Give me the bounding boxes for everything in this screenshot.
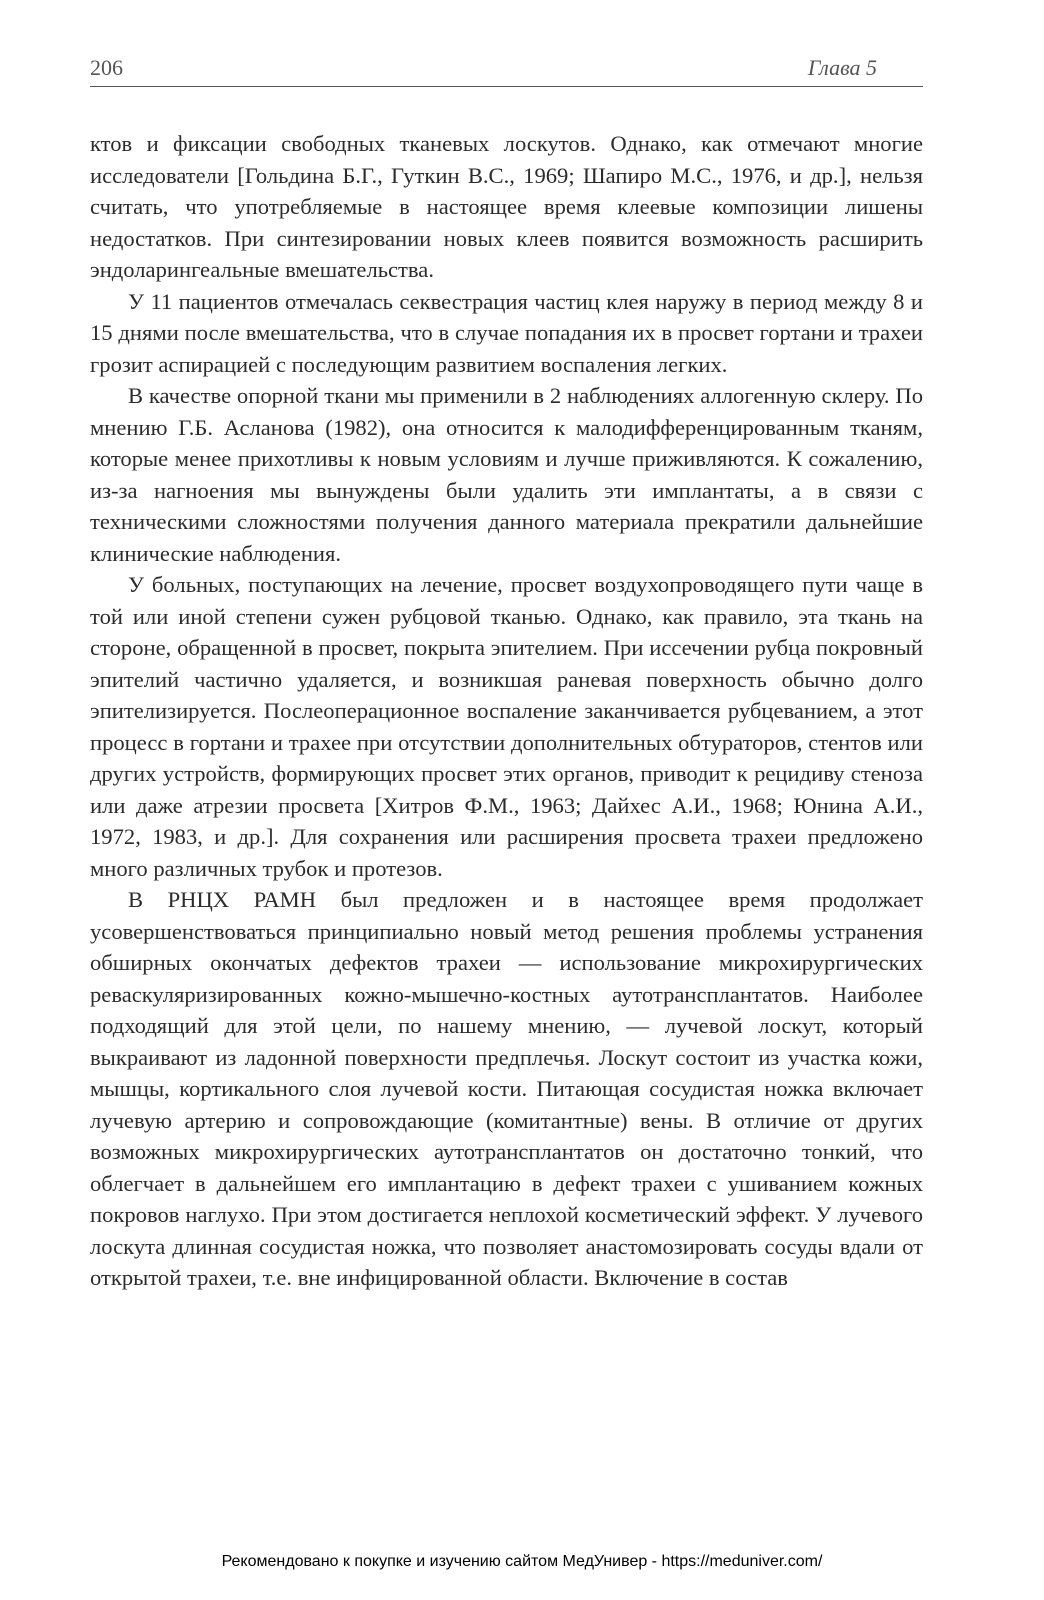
paragraph: У 11 пациентов отмечалась секвестрация частиц клея наружу в период между 8 и 15 днями после вмешательства, что в случае попадания их в просвет гортани и трахеи грозит аспирацией с последующим развитием воспаления легких. xyxy=(90,288,923,377)
page-number: 206 xyxy=(90,55,123,80)
paragraph: В РНЦХ РАМН был предложен и в настоящее время продолжает усовершенствоваться принципиально новый метод решения проблемы устранения обширных окончатых дефектов трахеи — использование микрохирургических реваскуляризированных кожно-мышечно-костных аутотрансплантатов. Наиболее подходящий для этой цели, по нашему мнению, — лучевой лоскут, который выкраивают из ладонной поверхности предплечья. Лоскут состоит из участка кожи, мышцы, кортикального слоя лучевой кости. Питающая сосудистая ножка включает лучевую артерию и сопровождающие (комитантные) вены. В отличие от других возможных микрохирургических аутотрансплантатов он достаточно тонкий, что облегчает в дальнейшем его имплантацию в дефект трахеи с ушиванием кожных покровов наглухо. При этом достигается неплохой косметический эффект. У лучевого лоскута длинная сосудистая ножка, что позволяет анастомозировать сосуды вдали от открытой трахеи, т.е. вне инфицированной области. Включение в состав xyxy=(90,887,923,1290)
chapter-title: Глава 5 xyxy=(807,55,877,80)
paragraph: В качестве опорной ткани мы применили в 2 наблюдениях аллогенную склеру. По мнению Г.Б. Асланова (1982), она относится к малодифференцированным тканям, которые менее прихотливы к новым условиям и лучше приживляются. К сожалению, из-за нагноения мы вынуждены были удалить эти имплантаты, а в связи с техническими сложностями получения данного материала прекратили дальнейшие клинические наблюдения. xyxy=(90,383,923,566)
paragraph: У больных, поступающих на лечение, просвет воздухопроводящего пути чаще в той или иной степени сужен рубцовой тканью. Однако, как правило, эта ткань на стороне, обращенной в просвет, покрыта эпителием. При иссечении рубца покровный эпителий частично удаляется, и возникшая раневая поверхность обычно долго эпителизируется. Послеоперационное воспаление заканчивается рубцеванием, а этот процесс в гортани и трахее при отсутствии дополнительных обтураторов, стентов или других устройств, формирующих просвет этих органов, приводит к рецидиву стеноза или даже атрезии просвета [Хитров Ф.М., 1963; Дайхес А.И., 1968; Юнина А.И., 1972, 1983, и др.]. Для сохранения или расширения просвета трахеи предложено много различных трубок и протезов. xyxy=(90,572,923,881)
page-header xyxy=(90,52,923,87)
page-body xyxy=(90,128,923,1294)
recommendation-footer: Рекомендовано к покупке и изучению сайтом МедУнивер - https://meduniver.com/ xyxy=(221,1553,823,1570)
paragraph: ктов и фиксации свободных тканевых лоскутов. Однако, как отмечают многие исследователи [Гольдина Б.Г., Гуткин В.С., 1969; Шапиро М.С., 1976, и др.], нельзя считать, что употребляемые в настоящее время клеевые композиции лишены недостатков. При синтезировании новых клеев появится возможность расширить эндоларингеальные вмешательства. xyxy=(90,131,923,282)
